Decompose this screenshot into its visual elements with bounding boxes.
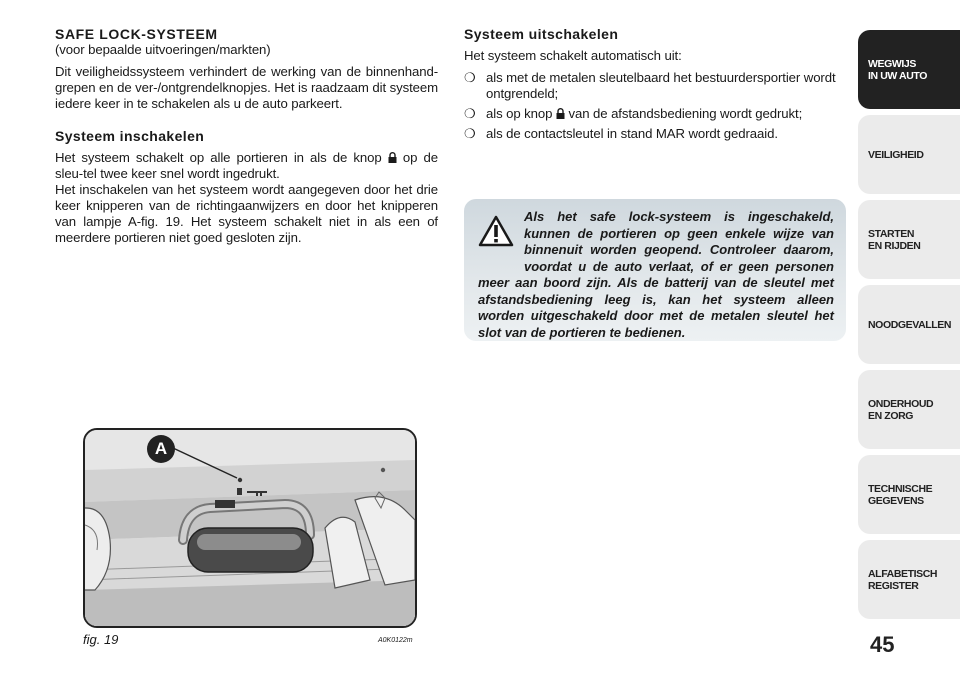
figure-caption: fig. 19 [83,632,119,647]
right-column [464,26,844,146]
figure-door-handle [83,428,417,628]
tab-noodgevallen[interactable]: NOODGEVALLEN [858,285,960,364]
bullet-circle-icon: ❍ [464,70,476,85]
callout-label-a: A [147,435,175,463]
warning-box [464,199,846,341]
tab-wegwijs[interactable]: WEGWIJS IN UW AUTO [858,30,960,109]
lock-icon [556,108,565,119]
left-column [55,26,438,252]
lock-icon [388,152,397,163]
list-item: ❍ als met de metalen sleutelbaard het bestuurdersportier wordt ontgrendeld; [464,70,836,101]
subtitle: (voor bepaalde uitvoeringen/markten) [55,42,271,57]
intro-uitschakelen: Het systeem schakelt automatisch uit: [464,48,682,63]
warning-text: Als het safe lock-systeem is ingeschakeld, kunnen de portieren op geen enkele wijze van binnenuit worden geopend. Controleer daarom, voordat u de auto verlaat, of er geen personen meer aan boord zijn. Als de batterij van de sleutel met afstandsbediening leeg is, kan het systeem alleen worden uitgeschakeld door met de metalen sleutel het slot van de portieren te bedienen. [478,209,834,340]
door-handle-illustration [85,430,415,626]
paragraph-inschakelen-1: Het systeem schakelt op alle portieren in als de knop op de sleu-tel twee keer snel wordt ingedrukt. [55,150,438,181]
tab-veiligheid[interactable]: VEILIGHEID [858,115,960,194]
list-item: ❍ als de contactsleutel in stand MAR wordt gedraaid. [464,126,778,141]
heading-inschakelen: Systeem inschakelen [55,128,205,144]
list-item: ❍ als op knop van de afstandsbediening wordt gedrukt; [464,106,803,121]
paragraph-inschakelen-2: Het inschakelen van het systeem wordt aangegeven door het drie keer knipperen van de richtingaanwijzers en door het knipperen van lampje A-fig. 19. Het systeem schakelt niet in als een of meerdere portieren niet goed gesloten zijn. [55,182,438,245]
heading-uitschakelen: Systeem uitschakelen [464,26,619,42]
tab-onderhoud[interactable]: ONDERHOUD EN ZORG [858,370,960,449]
bullet-circle-icon: ❍ [464,126,476,141]
uitschakelen-list [464,70,844,142]
figure-code: A0K0122m [378,637,413,644]
tab-technische[interactable]: TECHNISCHE GEGEVENS [858,455,960,534]
page-number: 45 [870,632,895,657]
tab-alfabetisch[interactable]: ALFABETISCH REGISTER [858,540,960,619]
intro-paragraph: Dit veiligheidssysteem verhindert de werking van de binnenhand-grepen en de ver-/ontgrendelknopjes. Het is raadzaam dit systeem iedere keer in te schakelen als u de auto parkeert. [55,64,438,111]
section-title-safe-lock: SAFE LOCK-SYSTEEM [55,26,218,42]
tab-starten[interactable]: STARTEN EN RIJDEN [858,200,960,279]
bullet-circle-icon: ❍ [464,106,476,121]
